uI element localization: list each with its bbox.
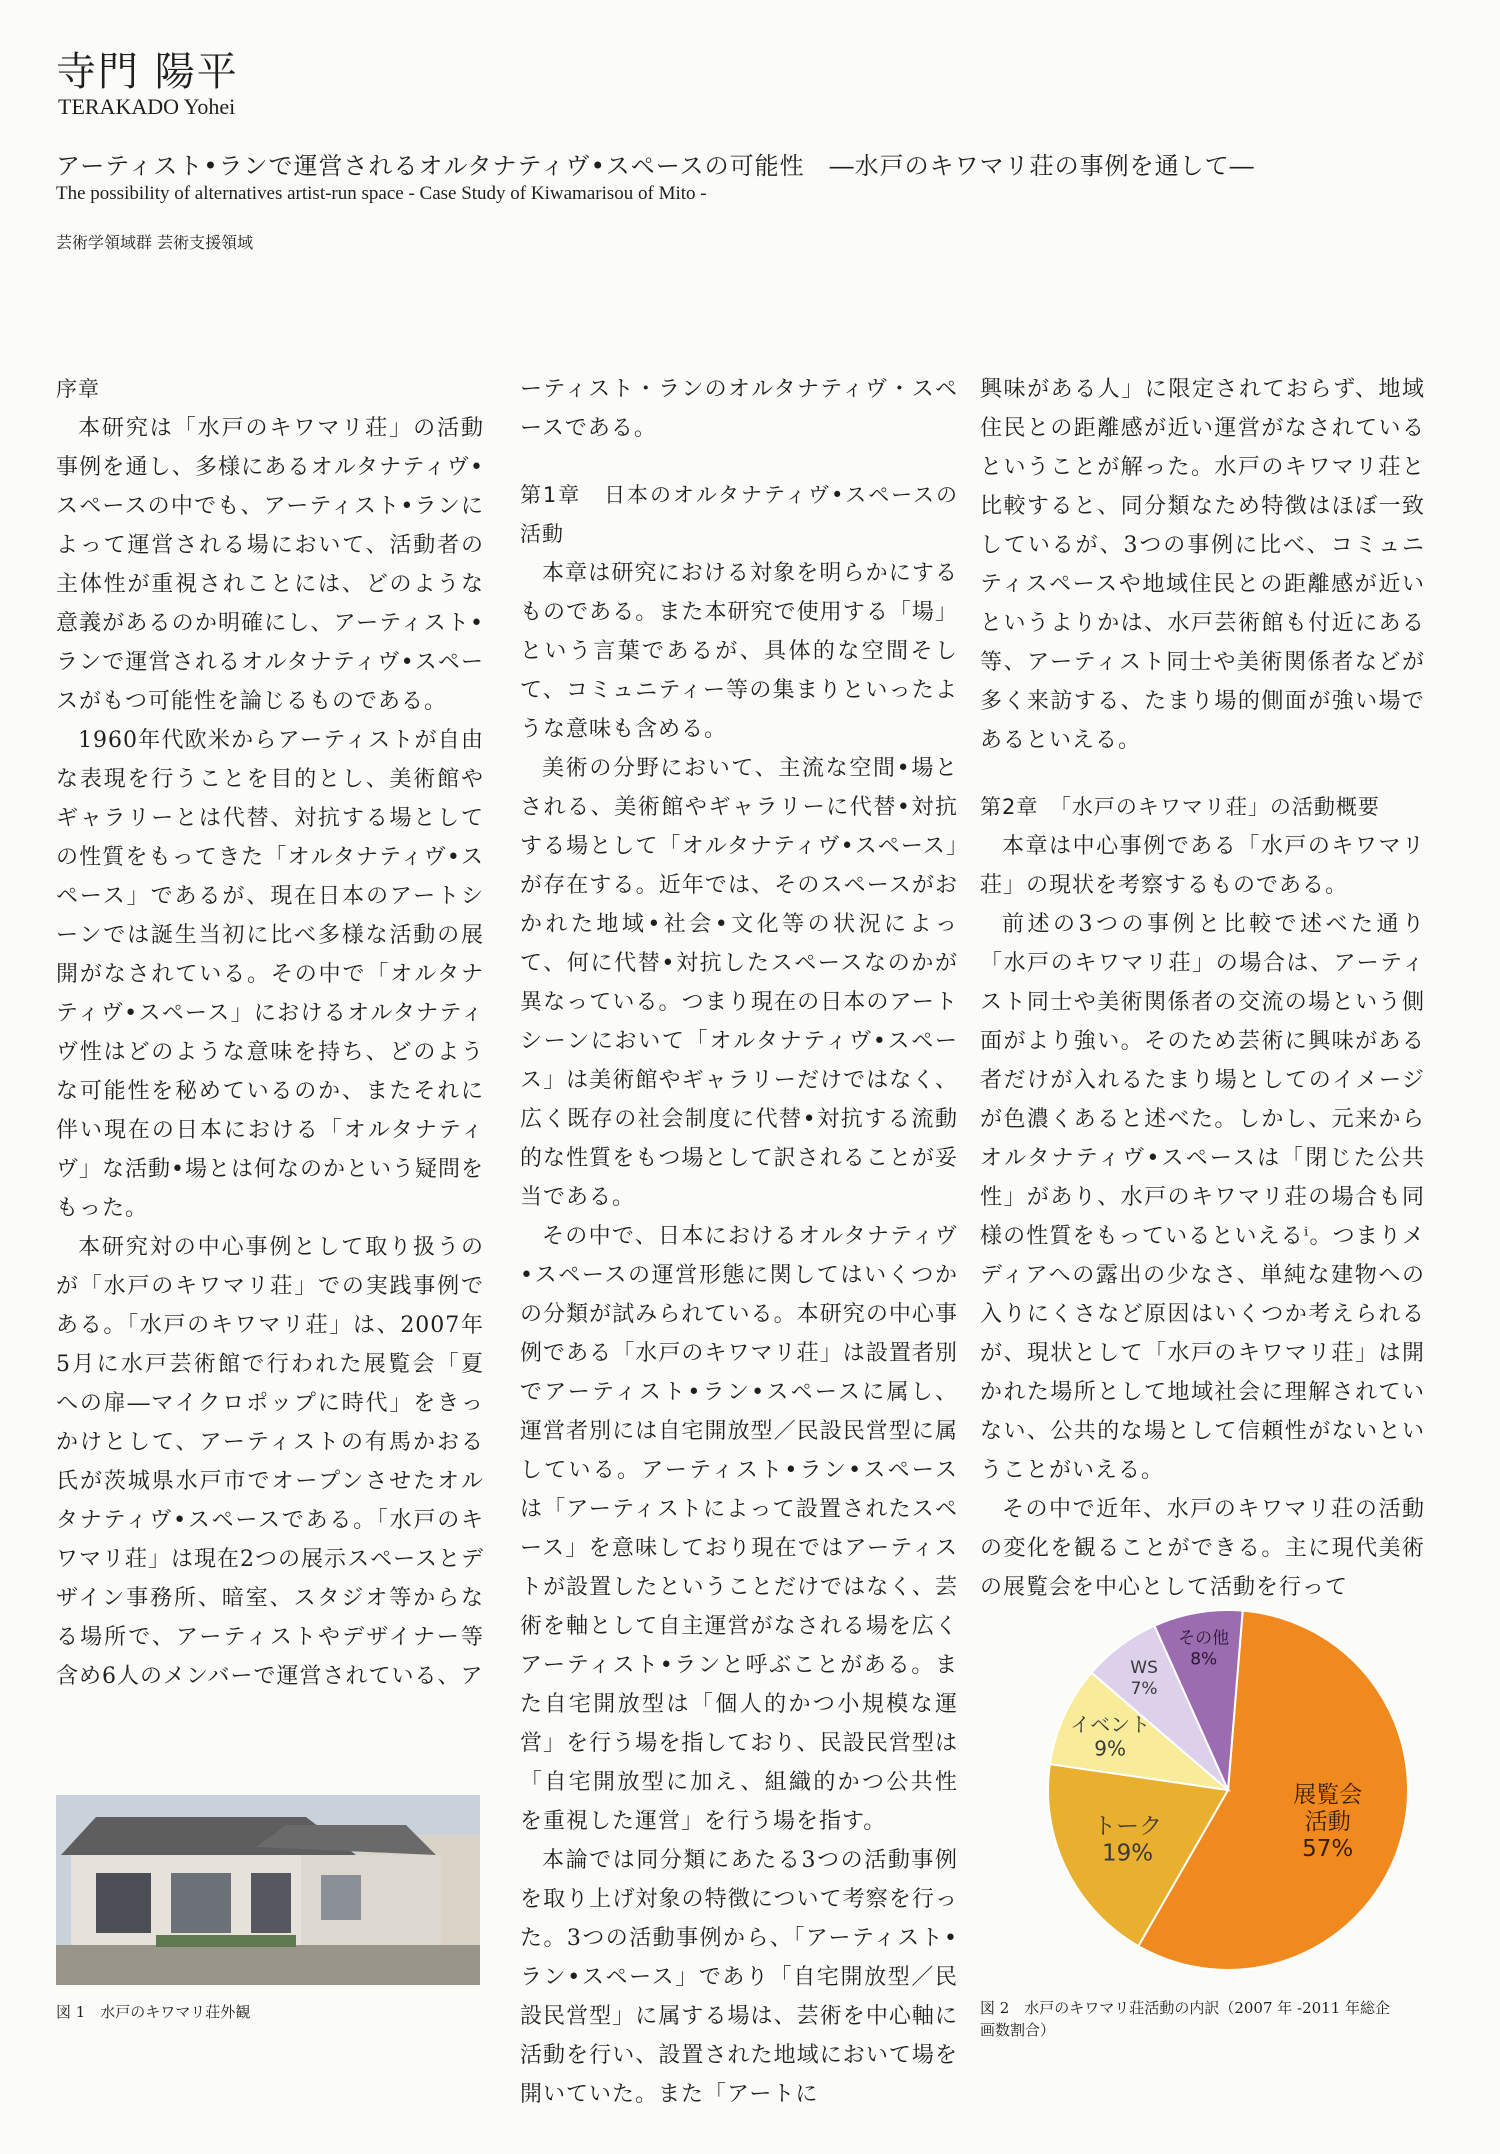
pie-value-label: 9% <box>1094 1736 1126 1761</box>
paragraph: 美術の分野において、主流な空間•場とされる、美術館やギャラリーに代替•対抗する場として「オルタナティヴ•スペース」が存在する。近年では、そのスペースがおかれた地域•社会•文化等の状況によって、何に代替•対抗したスペースなのかが異なっている。つまり現在の日本のアートシーンにおいて「オルタナティヴ•スペース」は美術館やギャラリーだけではなく、広く既存の社会制度に代替•対抗する流動的な性質をもつ場として訳されることが妥当である。 <box>520 756 958 1210</box>
figure-2-caption: 図 2 水戸のキワマリ荘活動の内訳（2007 年 -2011 年総企画数割合） <box>980 1999 1391 2039</box>
author-name-jp: 寺門 陽平 <box>56 49 239 95</box>
paragraph: 1960年代欧米からアーティストが自由な表現を行うことを目的とし、美術館やギャラリーとは代替、対抗する場としての性質をもってきた「オルタナティヴ•スペース」であるが、現在日本のアートシーンでは誕生当初に比べ多様な活動の展開がなされている。その中で「オルタナティヴ•スペース」におけるオルタナティヴ性はどのような意味を持ち、どのような可能性を秘めているのか、またそれに伴い現在の日本における「オルタナティヴ」な活動•場とは何なのかという疑問をもった。 <box>56 728 484 1221</box>
pie-category-label: 活動 <box>1304 1809 1351 1836</box>
pie-value-label: 19% <box>1102 1840 1154 1867</box>
pie-category-label: WS <box>1130 1657 1158 1678</box>
paragraph: その中で近年、水戸のキワマリ荘の活動の変化を観ることができる。主に現代美術の展覧会を中心として活動を行って <box>980 1497 1425 1600</box>
paragraph: 本論では同分類にあたる3つの活動事例を取り上げ対象の特徴について考察を行った。3つの活動事例から、「アーティスト•ラン•スペース」であり「自宅開放型／民設民営型」に属する場は、芸術を中心軸に活動を行い、設置された地域において場を開いていた。また「アートに <box>520 1848 958 2107</box>
text-column-2 <box>520 370 958 2114</box>
section-heading-intro: 序章 <box>56 377 100 401</box>
paragraph: 本章は研究における対象を明らかにするものである。また本研究で使用する「場」という言葉であるが、具体的な空間そして、コミュニティー等の集まりといったような意味も含める。 <box>520 561 958 742</box>
paragraph: 本研究は「水戸のキワマリ荘」の活動事例を通し、多様にあるオルタナティヴ•スペースの中でも、アーティスト•ランによって運営される場において、活動者の主体性が重視されことには、どのような意義があるのか明確にし、アーティスト•ランで運営されるオルタナティヴ•スペースがもつ可能性を論じるものである。 <box>56 416 484 714</box>
figure-1-caption: 図 1 水戸のキワマリ荘外観 <box>56 2003 251 2021</box>
chapter-heading-2: 第2章 「水戸のキワマリ荘」の活動概要 <box>980 795 1380 819</box>
building-photo <box>56 1795 480 1985</box>
paragraph: 前述の3つの事例と比較で述べた通り「水戸のキワマリ荘」の場合は、アーティスト同士や美術関係者の交流の場という側面がより強い。そのため芸術に興味がある者だけが入れるたまり場としてのイメージが色濃くあると述べた。しかし、元来からオルタナティヴ•スペースは「閉じた公共性」があり、水戸のキワマリ荘の場合も同様の性質をもっているといえるⁱ。つまりメディアへの露出の少なさ、単純な建物への入りにくさなど原因はいくつか考えられるが、現状として「水戸のキワマリ荘」は開かれた場所として地域社会に理解されていない、公共的な場として信頼性がないということがいえる。 <box>980 912 1425 1483</box>
paragraph: 本章は中心事例である「水戸のキワマリ荘」の現状を考察するものである。 <box>980 834 1425 898</box>
pie-category-label: その他 <box>1178 1628 1230 1649</box>
author-name-en: TERAKADO Yohei <box>58 94 236 119</box>
text-column-1 <box>56 370 484 1696</box>
paragraph: 本研究対の中心事例として取り扱うのが「水戸のキワマリ荘」での実践事例である。「水戸のキワマリ荘」は、2007年5月に水戸芸術館で行われた展覧会「夏への扉―マイクロポップに時代」をきっかけとして、アーティストの有馬かおる氏が茨城県水戸市でオープンさせたオルタナティヴ•スペースである。「水戸のキワマリ荘」は現在2つの展示スペースとデザイン事務所、暗室、スタジオ等からなる場所で、アーティストやデザイナー等含め6人のメンバーで運営されている、ア <box>56 1235 484 1689</box>
chapter-heading-1: 第1章 日本のオルタナティヴ•スペースの活動 <box>520 483 958 546</box>
affiliation: 芸術学領域群 芸術支援領域 <box>56 233 254 252</box>
pie-category-label: 展覧会 <box>1293 1782 1363 1809</box>
pie-value-label: 7% <box>1130 1678 1158 1699</box>
pie-value-label: 8% <box>1190 1649 1218 1670</box>
paper-title-jp: アーティスト•ランで運営されるオルタナティヴ•スペースの可能性 ―水戸のキワマリ荘の事例を通して― <box>56 152 1255 180</box>
text-column-3 <box>980 370 1425 1607</box>
paragraph-continued: 興味がある人」に限定されておらず、地域住民との距離感が近い運営がなされているということが解った。水戸のキワマリ荘と比較すると、同分類なため特徴はほぼ一致しているが、3つの事例に比べ、コミュニティスペースや地域住民との距離感が近いというよりかは、水戸芸術館も付近にある等、アーティスト同士や美術関係者などが多く来訪する、たまり場的側面が強い場であるといえる。 <box>980 377 1425 753</box>
paragraph-continued: ーティスト・ランのオルタナティヴ・スペースである。 <box>520 377 958 441</box>
pie-category-label: トーク <box>1093 1813 1163 1840</box>
activity-pie-chart <box>1010 1598 1430 1988</box>
pie-category-label: イベント <box>1070 1712 1151 1737</box>
pie-value-label: 57% <box>1302 1836 1354 1863</box>
paper-title-en: The possibility of alternatives artist-run space - Case Study of Kiwamarisou of Mito - <box>56 183 707 204</box>
paragraph: その中で、日本におけるオルタナティヴ•スペースの運営形態に関してはいくつかの分類が試みられている。本研究の中心事例である「水戸のキワマリ荘」は設置者別でアーティスト•ラン•スペースに属し、運営者別には自宅開放型／民設民営型に属している。アーティスト•ラン•スペースは「アーティストによって設置されたスペース」を意味しており現在ではアーティストが設置したということだけではなく、芸術を軸として自主運営がなされる場を広くアーティスト•ランと呼ぶことがある。また自宅開放型は「個人的かつ小規模な運営」を行う場を指しており、民設民営型は「自宅開放型に加え、組織的かつ公共性を重視した運営」を行う場を指す。 <box>520 1224 958 1834</box>
house-illustration <box>56 1795 480 1985</box>
